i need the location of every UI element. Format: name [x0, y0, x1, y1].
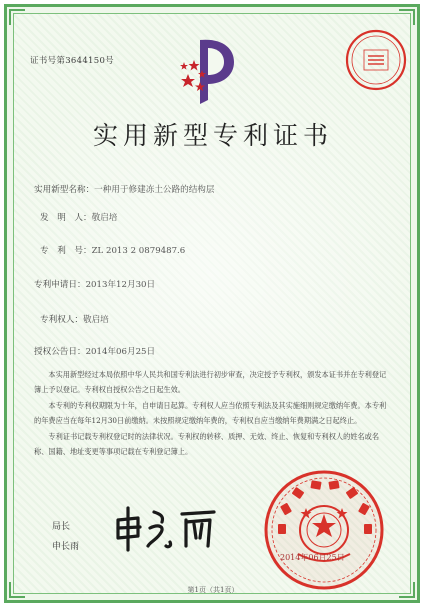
patentee-value: 敬启培: [82, 315, 109, 325]
utility-model-name-value: 一种用于修建冻土公路的结构层: [94, 185, 215, 195]
certificate-number: 证书号第3644150号: [30, 56, 114, 66]
filing-date-label: 专利申请日：: [34, 280, 86, 290]
corner-ornament: [9, 9, 25, 25]
patentee-label: 专利权人：: [40, 315, 83, 325]
certificate-title: 实用新型专利证书: [92, 121, 333, 150]
page-number: 第1页（共1页）: [187, 586, 239, 594]
inventor-row: [40, 211, 117, 223]
grant-date-label: 授权公告日：: [34, 347, 86, 357]
director-signature: [110, 502, 220, 554]
filing-date-row: [34, 278, 155, 290]
registration-seal-icon: [344, 28, 408, 92]
patent-office-emblem-icon: [178, 34, 240, 106]
seal-issue-date: 2014年06月25日: [280, 553, 345, 562]
official-seal-icon: [262, 468, 386, 592]
patent-number-value: ZL 2013 2 0879487.6: [91, 246, 186, 256]
patent-number-row: [40, 244, 185, 256]
body-paragraph: 本实用新型经过本局依照中华人民共和国专利法进行初步审查，决定授予专利权，颁发本证书并在专利登记簿上予以登记。专利权自授权公告之日起生效。: [34, 370, 387, 395]
patentee-row: [40, 313, 109, 325]
utility-model-name-row: [34, 183, 215, 195]
patent-number-label: 专 利 号：: [40, 246, 92, 256]
inventor-value: 敬启培: [91, 213, 118, 223]
director-title: 局长: [52, 522, 71, 532]
grant-date-row: [34, 345, 155, 357]
inventor-label: 发 明 人：: [40, 213, 92, 223]
body-paragraph: 本专利的专利权期限为十年，自申请日起算。专利权人应当依照专利法及其实施细则规定缴纳年费。本专利的年费应当在每年12月30日前缴纳。未按照规定缴纳年费的，专利权自应当缴纳年费期满之日起终止。: [34, 400, 387, 426]
certificate-body-text: [34, 367, 392, 459]
director-name: 申长雨: [52, 542, 80, 552]
grant-date-value: 2014年06月25日: [85, 347, 156, 357]
utility-model-name-label: 实用新型名称：: [34, 185, 95, 195]
corner-ornament: [399, 9, 415, 25]
body-paragraph: 专利证书记载专利权登记时的法律状况。专利权的转移、质押、无效、终止、恢复和专利权人的姓名或名称、国籍、地址变更等事项记载在专利登记簿上。: [34, 431, 380, 457]
filing-date-value: 2013年12月30日: [85, 280, 156, 290]
